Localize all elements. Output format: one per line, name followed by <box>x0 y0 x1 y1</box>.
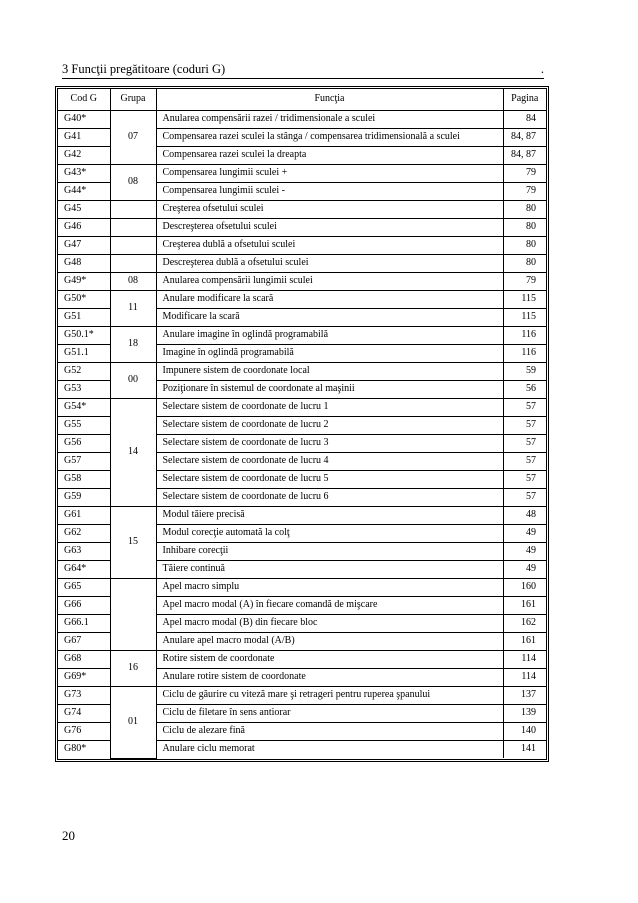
cell-function: Compensarea razei sculei la stânga / compensarea tridimensională a sculei <box>156 128 503 146</box>
column-header-page: Pagina <box>503 89 546 110</box>
cell-function: Compensarea lungimii sculei - <box>156 182 503 200</box>
cell-page: 80 <box>503 218 546 236</box>
cell-page: 57 <box>503 452 546 470</box>
cell-group <box>110 236 156 254</box>
cell-page: 59 <box>503 362 546 380</box>
table-row <box>58 272 546 290</box>
cell-page: 79 <box>503 182 546 200</box>
cell-code: G52 <box>58 362 110 380</box>
column-header-code: Cod G <box>58 89 110 110</box>
cell-code: G73 <box>58 686 110 704</box>
table-row <box>58 362 546 380</box>
cell-function: Selectare sistem de coordonate de lucru 5 <box>156 470 503 488</box>
cell-group: 18 <box>110 326 156 362</box>
section-title-tail: . <box>540 62 544 76</box>
cell-code: G50.1* <box>58 326 110 344</box>
table-header-row <box>58 89 546 110</box>
cell-code: G51.1 <box>58 344 110 362</box>
cell-code: G69* <box>58 668 110 686</box>
cell-function: Selectare sistem de coordonate de lucru 1 <box>156 398 503 416</box>
table-row <box>58 110 546 128</box>
cell-function: Modificare la scară <box>156 308 503 326</box>
cell-function: Inhibare corecţii <box>156 542 503 560</box>
cell-page: 56 <box>503 380 546 398</box>
cell-code: G62 <box>58 524 110 542</box>
cell-page: 114 <box>503 668 546 686</box>
cell-group <box>110 254 156 272</box>
cell-code: G40* <box>58 110 110 128</box>
cell-code: G67 <box>58 632 110 650</box>
cell-group: 01 <box>110 686 156 758</box>
cell-code: G68 <box>58 650 110 668</box>
table-body <box>58 110 546 758</box>
table-row <box>58 326 546 344</box>
cell-page: 80 <box>503 236 546 254</box>
cell-group <box>110 578 156 650</box>
page-number: 20 <box>62 828 75 843</box>
cell-function: Compensarea lungimii sculei + <box>156 164 503 182</box>
cell-page: 57 <box>503 416 546 434</box>
cell-page: 140 <box>503 722 546 740</box>
cell-code: G61 <box>58 506 110 524</box>
cell-code: G51 <box>58 308 110 326</box>
g-codes-table-frame <box>55 86 549 762</box>
cell-page: 57 <box>503 398 546 416</box>
cell-page: 49 <box>503 542 546 560</box>
cell-page: 80 <box>503 200 546 218</box>
cell-page: 116 <box>503 326 546 344</box>
cell-function: Imagine în oglindă programabilă <box>156 344 503 362</box>
cell-function: Poziţionare în sistemul de coordonate al maşinii <box>156 380 503 398</box>
g-codes-table <box>58 89 546 759</box>
section-title: 3 Funcţii pregătitoare (coduri G) <box>62 62 226 76</box>
cell-function: Anulare imagine în oglindă programabilă <box>156 326 503 344</box>
cell-code: G53 <box>58 380 110 398</box>
cell-code: G64* <box>58 560 110 578</box>
cell-function: Anulare modificare la scară <box>156 290 503 308</box>
cell-code: G59 <box>58 488 110 506</box>
column-header-function: Funcţia <box>156 89 503 110</box>
cell-page: 49 <box>503 524 546 542</box>
cell-code: G56 <box>58 434 110 452</box>
cell-code: G66.1 <box>58 614 110 632</box>
cell-page: 84, 87 <box>503 146 546 164</box>
cell-page: 115 <box>503 290 546 308</box>
cell-page: 80 <box>503 254 546 272</box>
cell-code: G66 <box>58 596 110 614</box>
cell-function: Apel macro modal (A) în fiecare comandă de mişcare <box>156 596 503 614</box>
cell-function: Anularea compensării lungimii sculei <box>156 272 503 290</box>
cell-group: 07 <box>110 110 156 164</box>
cell-function: Anularea compensării razei / tridimensionale a sculei <box>156 110 503 128</box>
cell-function: Ciclu de alezare fină <box>156 722 503 740</box>
cell-page: 161 <box>503 596 546 614</box>
cell-group: 08 <box>110 164 156 200</box>
cell-group: 14 <box>110 398 156 506</box>
cell-page: 160 <box>503 578 546 596</box>
cell-code: G55 <box>58 416 110 434</box>
cell-code: G57 <box>58 452 110 470</box>
cell-function: Modul tăiere precisă <box>156 506 503 524</box>
cell-code: G50* <box>58 290 110 308</box>
cell-code: G76 <box>58 722 110 740</box>
table-row <box>58 236 546 254</box>
cell-page: 57 <box>503 434 546 452</box>
cell-function: Ciclu de găurire cu viteză mare şi retrageri pentru ruperea şpanului <box>156 686 503 704</box>
table-row <box>58 200 546 218</box>
cell-function: Anulare apel macro modal (A/B) <box>156 632 503 650</box>
cell-page: 79 <box>503 164 546 182</box>
cell-page: 116 <box>503 344 546 362</box>
cell-code: G58 <box>58 470 110 488</box>
cell-function: Apel macro modal (B) din fiecare bloc <box>156 614 503 632</box>
cell-group <box>110 218 156 236</box>
cell-function: Impunere sistem de coordonate local <box>156 362 503 380</box>
cell-page: 137 <box>503 686 546 704</box>
table-row <box>58 218 546 236</box>
cell-function: Compensarea razei sculei la dreapta <box>156 146 503 164</box>
cell-code: G65 <box>58 578 110 596</box>
cell-page: 57 <box>503 488 546 506</box>
section-header <box>62 61 544 79</box>
cell-function: Descreşterea ofsetului sculei <box>156 218 503 236</box>
cell-group: 08 <box>110 272 156 290</box>
table-row <box>58 686 546 704</box>
cell-function: Selectare sistem de coordonate de lucru 4 <box>156 452 503 470</box>
cell-page: 84 <box>503 110 546 128</box>
column-header-group: Grupa <box>110 89 156 110</box>
cell-function: Ciclu de filetare în sens antiorar <box>156 704 503 722</box>
table-row <box>58 164 546 182</box>
cell-page: 57 <box>503 470 546 488</box>
cell-page: 115 <box>503 308 546 326</box>
cell-page: 161 <box>503 632 546 650</box>
cell-function: Selectare sistem de coordonate de lucru 3 <box>156 434 503 452</box>
cell-function: Apel macro simplu <box>156 578 503 596</box>
cell-page: 48 <box>503 506 546 524</box>
table-row <box>58 290 546 308</box>
cell-group: 11 <box>110 290 156 326</box>
cell-function: Rotire sistem de coordonate <box>156 650 503 668</box>
cell-function: Modul corecţie automată la colţ <box>156 524 503 542</box>
cell-page: 84, 87 <box>503 128 546 146</box>
cell-page: 141 <box>503 740 546 758</box>
cell-function: Tăiere continuă <box>156 560 503 578</box>
cell-page: 162 <box>503 614 546 632</box>
cell-page: 139 <box>503 704 546 722</box>
cell-group: 15 <box>110 506 156 578</box>
cell-function: Selectare sistem de coordonate de lucru 6 <box>156 488 503 506</box>
cell-function: Anulare rotire sistem de coordonate <box>156 668 503 686</box>
cell-group: 00 <box>110 362 156 398</box>
cell-group: 16 <box>110 650 156 686</box>
cell-function: Creşterea ofsetului sculei <box>156 200 503 218</box>
table-row <box>58 650 546 668</box>
table-row <box>58 506 546 524</box>
cell-code: G74 <box>58 704 110 722</box>
cell-code: G49* <box>58 272 110 290</box>
cell-code: G46 <box>58 218 110 236</box>
cell-code: G63 <box>58 542 110 560</box>
cell-function: Descreşterea dublă a ofsetului sculei <box>156 254 503 272</box>
cell-code: G41 <box>58 128 110 146</box>
cell-code: G45 <box>58 200 110 218</box>
cell-page: 114 <box>503 650 546 668</box>
cell-code: G42 <box>58 146 110 164</box>
cell-page: 49 <box>503 560 546 578</box>
cell-function: Selectare sistem de coordonate de lucru 2 <box>156 416 503 434</box>
table-row <box>58 398 546 416</box>
table-row <box>58 578 546 596</box>
cell-code: G54* <box>58 398 110 416</box>
cell-code: G43* <box>58 164 110 182</box>
cell-function: Anulare ciclu memorat <box>156 740 503 758</box>
cell-group <box>110 200 156 218</box>
cell-code: G80* <box>58 740 110 758</box>
cell-code: G47 <box>58 236 110 254</box>
table-row <box>58 254 546 272</box>
cell-page: 79 <box>503 272 546 290</box>
cell-code: G44* <box>58 182 110 200</box>
cell-function: Creşterea dublă a ofsetului sculei <box>156 236 503 254</box>
cell-code: G48 <box>58 254 110 272</box>
